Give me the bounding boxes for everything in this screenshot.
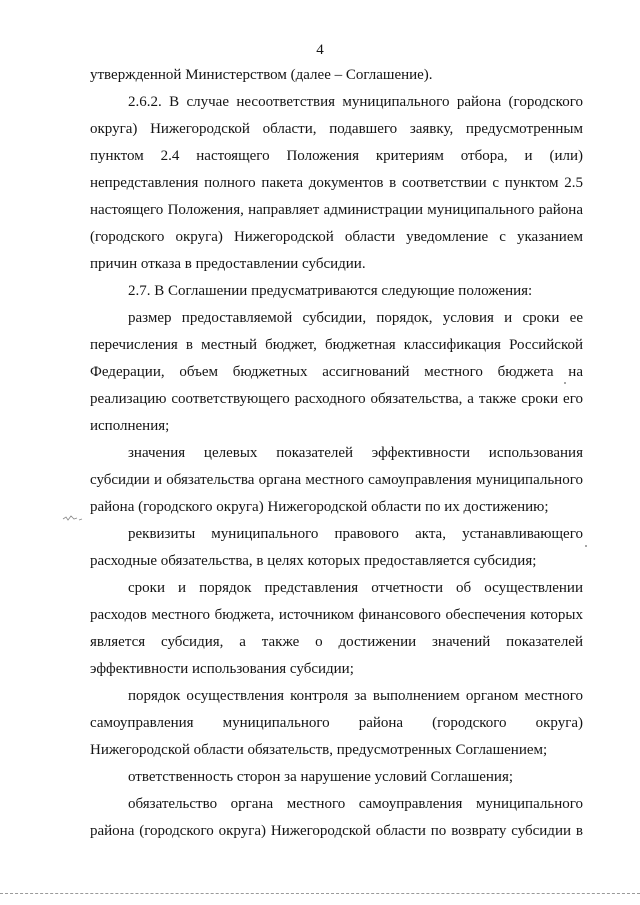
- text-line: реализацию соответствующего расходного обязательства, а также сроки его: [90, 391, 583, 407]
- text-line: района (городского округа) Нижегородской области по их достижению;: [90, 499, 549, 515]
- paragraph-2-7-heading: 2.7. В Соглашении предусматриваются следующие положения:: [128, 283, 533, 299]
- text-line: расходов местного бюджета, источником финансового обеспечения которых: [90, 607, 583, 623]
- scan-edge-line: [0, 893, 640, 894]
- text-line: эффективности использования субсидии;: [90, 661, 354, 677]
- text-line: Федерации, объем бюджетных ассигнований местного бюджета на: [90, 364, 583, 380]
- text-line: настоящего Положения, направляет администрации муниципального района: [90, 202, 583, 218]
- list-item-start: реквизиты муниципального правового акта, устанавливающего: [128, 526, 583, 542]
- text-line: Нижегородской области обязательств, предусмотренных Соглашением;: [90, 742, 548, 758]
- text-line: непредставления полного пакета документов в соответствии с пунктом 2.5: [90, 175, 583, 191]
- list-item-start: ответственность сторон за нарушение условий Соглашения;: [128, 769, 514, 785]
- text-line: района (городского округа) Нижегородской области по возврату субсидии в: [90, 823, 583, 839]
- text-line: субсидии и обязательства органа местного самоуправления муниципального: [90, 472, 583, 488]
- scan-speck: [585, 545, 587, 547]
- list-item-start: размер предоставляемой субсидии, порядок, условия и сроки ее: [128, 310, 583, 326]
- page-number: 4: [316, 42, 324, 58]
- text-line: расходные обязательства, в целях которых предоставляется субсидия;: [90, 553, 537, 569]
- text-line: округа) Нижегородской области, подавшего заявку, предусмотренным: [90, 121, 583, 137]
- text-line: исполнения;: [90, 418, 170, 434]
- text-line: является субсидия, а также о достижении значений показателей: [90, 634, 583, 650]
- text-line: причин отказа в предоставлении субсидии.: [90, 256, 366, 272]
- paragraph-2-6-2-start: 2.6.2. В случае несоответствия муниципального района (городского: [128, 94, 583, 110]
- list-item-start: обязательство органа местного самоуправления муниципального: [128, 796, 583, 812]
- list-item-start: порядок осуществления контроля за выполнением органом местного: [128, 688, 583, 704]
- text-line: самоуправления муниципального района (городского округа): [90, 715, 583, 731]
- text-line: утвержденной Министерством (далее – Соглашение).: [90, 67, 433, 83]
- text-line: перечисления в местный бюджет, бюджетная классификация Российской: [90, 337, 583, 353]
- list-item-start: сроки и порядок представления отчетности об осуществлении: [128, 580, 583, 596]
- scan-speck: [564, 382, 566, 384]
- list-item-start: значения целевых показателей эффективности использования: [128, 445, 583, 461]
- text-line: пунктом 2.4 настоящего Положения критериям отбора, и (или): [90, 148, 583, 164]
- text-line: (городского округа) Нижегородской области уведомление с указанием: [90, 229, 583, 245]
- scan-artifact: [62, 513, 86, 525]
